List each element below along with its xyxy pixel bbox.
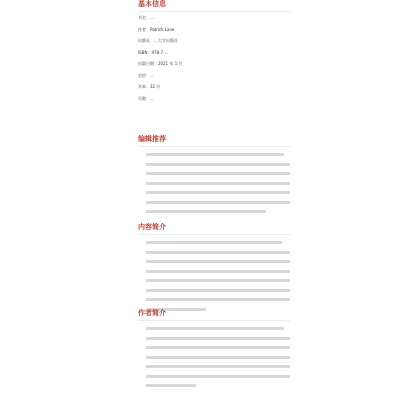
basic-info-title: 基本信息 <box>138 0 166 8</box>
info-row-publisher <box>138 38 290 43</box>
info-value: … <box>150 72 154 78</box>
info-row-format <box>138 84 290 89</box>
synopsis-section <box>138 223 290 314</box>
author-intro-section <box>138 309 290 391</box>
synopsis-title: 内容简介 <box>138 223 166 231</box>
editor-recommendation-divider <box>138 146 290 147</box>
info-label: 出版社： <box>138 38 154 43</box>
author-intro-title: 作者简介 <box>138 309 166 317</box>
info-row-pages <box>138 96 290 101</box>
info-row-price <box>138 73 290 78</box>
info-value: … <box>150 15 154 20</box>
basic-info-list <box>138 15 290 101</box>
info-row-pub-date <box>138 61 290 66</box>
editor-recommendation-title: 编辑推荐 <box>138 135 166 143</box>
info-label: ISBN： <box>138 49 152 55</box>
author-intro-divider <box>138 320 290 321</box>
info-value: …大学出版社 <box>154 38 178 43</box>
info-value: … <box>150 95 154 101</box>
info-row-isbn <box>138 50 290 55</box>
editor-recommendation-text-lines <box>138 150 290 217</box>
info-label: 开本： <box>138 84 150 89</box>
info-value: Patrick Lane <box>150 26 175 32</box>
info-label: 出版日期： <box>138 61 158 66</box>
info-label: 作者： <box>138 26 150 32</box>
info-label: 书名： <box>138 15 150 20</box>
info-value: 2021 年 1 月 <box>158 61 183 66</box>
info-label: 页数： <box>138 95 150 101</box>
info-value: 32 开 <box>150 84 161 89</box>
info-row-title <box>138 15 290 20</box>
editor-recommendation-section <box>138 135 290 217</box>
synopsis-text-lines <box>138 238 290 314</box>
info-label: 定价： <box>138 72 150 78</box>
synopsis-divider <box>138 234 290 235</box>
info-value: 978-7-… <box>151 49 169 55</box>
basic-info-section <box>138 0 290 107</box>
info-row-author <box>138 27 290 32</box>
basic-info-divider <box>138 11 290 12</box>
author-intro-text-lines <box>138 324 290 391</box>
